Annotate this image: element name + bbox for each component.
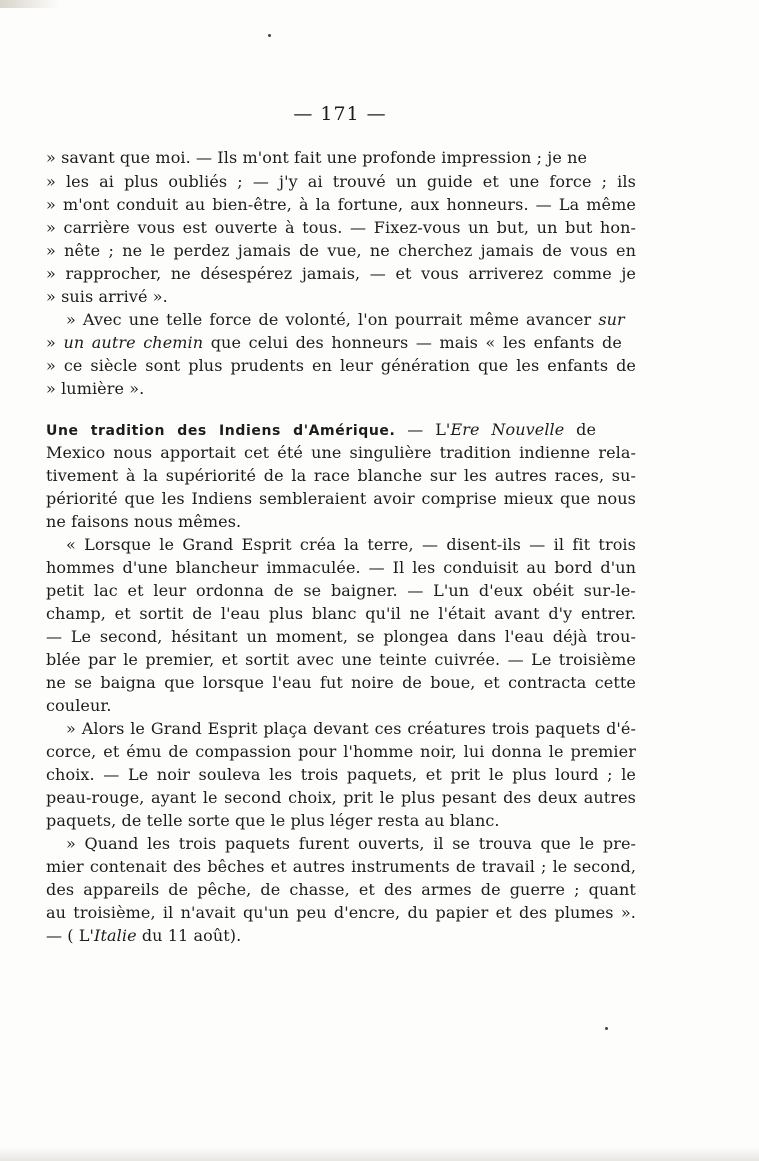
text-line: » ce siècle sont plus prudents en leur génération que les enfants de: [46, 356, 636, 375]
text-line: Mexico nous apportait cet été une singulière tradition indienne rela-: [46, 443, 636, 462]
italic-text: Italie: [94, 926, 137, 945]
scan-edge-bottom: [0, 1147, 759, 1161]
text-line: couleur.: [46, 696, 112, 715]
italic-text: un autre chemin: [63, 333, 204, 352]
text-line: ne se baigna que lorsque l'eau fut noire de boue, et contracta cette: [46, 673, 636, 692]
text-line: » Quand les trois paquets furent ouverts, il se trouva que le pre-: [66, 834, 637, 853]
text-run: — ( L': [46, 926, 95, 945]
text-line: peau-rouge, ayant le second choix, prit le plus pesant des deux autres: [46, 788, 636, 807]
text-line: » nête ; ne le perdez jamais de vue, ne cherchez jamais de vous en: [46, 241, 637, 260]
text-line: paquets, de telle sorte que le plus léger resta au blanc.: [46, 811, 500, 830]
text-line: [66, 309, 625, 331]
text-line: » carrière vous est ouverte à tous. — Fixez-vous un but, un but hon-: [46, 218, 637, 237]
text-line: » m'ont conduit au bien-être, à la fortune, aux honneurs. — La même: [46, 195, 636, 214]
text-line: mier contenait des bêches et autres instruments de travail ; le second,: [46, 857, 637, 876]
italic-text: sur: [598, 310, 625, 329]
text-line: hommes d'une blancheur immaculée. — Il les conduisit au bord d'un: [46, 558, 637, 577]
text-line: choix. — Le noir souleva les trois paquets, et prit le plus lourd ; le: [46, 765, 636, 784]
scan-edge-top: [0, 0, 60, 8]
text-line: » suis arrivé ».: [46, 287, 168, 306]
text-line: » savant que moi. — Ils m'ont fait une profonde impression ; je ne: [46, 148, 588, 167]
text-run: de: [564, 420, 597, 439]
text-line: champ, et sortit de l'eau plus blanc qu'il ne l'était avant d'y entrer.: [46, 604, 637, 623]
text-line: des appareils de pêche, de chasse, et des armes de guerre ; quant: [46, 880, 636, 899]
text-line: petit lac et leur ordonna de se baigner. — L'un d'eux obéit sur-le-: [46, 581, 636, 600]
italic-text: Ere Nouvelle: [450, 420, 565, 439]
text-line: » les ai plus oubliés ; — j'y ai trouvé un guide et une force ; ils: [46, 172, 636, 191]
text-line: [46, 925, 241, 947]
text-line: » rapprocher, ne désespérez jamais, — et vous arriverez comme je: [46, 264, 636, 283]
text-line: « Lorsque le Grand Esprit créa la terre, — disent-ils — il fit trois: [66, 535, 636, 554]
text-line: — Le second, hésitant un moment, se plongea dans l'eau déjà trou-: [46, 627, 637, 646]
text-run: que celui des honneurs — mais « les enfants de: [203, 333, 622, 352]
text-line: [46, 332, 622, 354]
text-line: tivement à la supériorité de la race blanche sur les autres races, su-: [46, 466, 637, 485]
text-line: corce, et ému de compassion pour l'homme noir, lui donna le premier: [46, 742, 636, 761]
scan-speck: [605, 1027, 608, 1030]
text-line: ne faisons nous mêmes.: [46, 512, 242, 531]
text-run: » Avec une telle force de volonté, l'on pourrait même avancer: [66, 310, 599, 329]
text-run: du 11 août).: [136, 926, 242, 945]
section-heading: Une tradition des Indiens d'Amérique.: [46, 423, 396, 439]
section-heading-line: [46, 419, 596, 442]
text-run: »: [46, 333, 64, 352]
text-line: au troisième, il n'avait qu'un peu d'encre, du papier et des plumes ».: [46, 903, 636, 922]
text-line: périorité que les Indiens sembleraient avoir comprise mieux que nous: [46, 489, 636, 508]
text-line: blée par le premier, et sortit avec une teinte cuivrée. — Le troisième: [46, 650, 636, 669]
text-line: » lumière ».: [46, 379, 145, 398]
scan-speck: [268, 34, 271, 37]
page-number: — 171 —: [293, 103, 387, 125]
text-run: — L': [395, 420, 451, 439]
text-line: » Alors le Grand Esprit plaça devant ces créatures trois paquets d'é-: [66, 719, 637, 738]
